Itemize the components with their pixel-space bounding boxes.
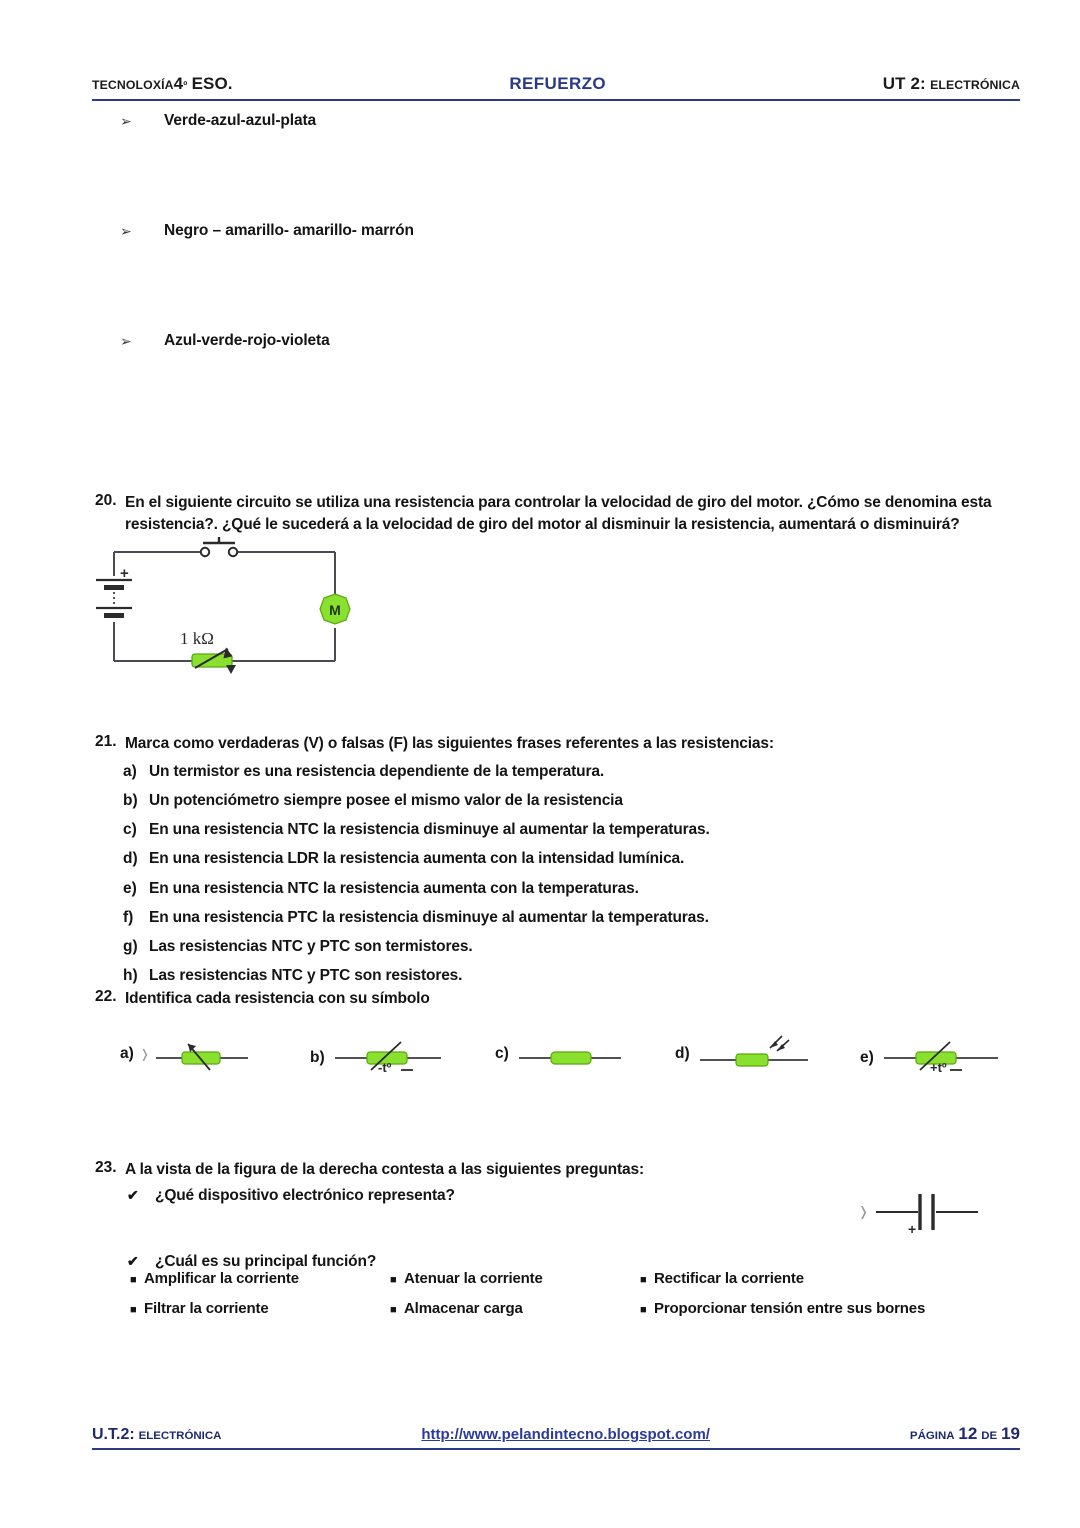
header-title: REFUERZO	[509, 74, 607, 93]
item-letter: b)	[123, 792, 138, 810]
item-text: Las resistencias NTC y PTC son termistores.	[149, 937, 473, 955]
item-text: Las resistencias NTC y PTC son resistores.	[149, 966, 463, 984]
option-label: Almacenar carga	[404, 1300, 523, 1317]
item-text: Un potenciómetro siempre posee el mismo valor de la resistencia	[149, 792, 623, 810]
question-22-number: 22.	[95, 988, 117, 1005]
battery-polarity-label: +	[120, 565, 129, 582]
symbol-option-c	[495, 1032, 625, 1076]
motor-speed-circuit-diagram	[92, 536, 392, 681]
item-letter: h)	[123, 966, 138, 984]
footer-unit-prefix: U.T.2:	[92, 1426, 135, 1443]
list-item	[123, 815, 995, 844]
option-label: Filtrar la corriente	[144, 1300, 269, 1317]
symbol-option-b	[310, 1032, 446, 1084]
symbol-letter: b)	[310, 1049, 325, 1066]
variable-resistor-symbol	[192, 647, 236, 674]
footer-page-of: DE	[981, 1430, 998, 1442]
square-bullet-icon: ■	[640, 1304, 647, 1316]
option-item[interactable]	[130, 1270, 390, 1287]
question-22-text: Identifica cada resistencia con su símbolo	[125, 990, 430, 1007]
circuit-svg	[92, 536, 392, 676]
option-label: Atenuar la corriente	[404, 1270, 543, 1287]
option-item[interactable]	[130, 1300, 390, 1317]
item-text: ¿Qué dispositivo electrónico representa?	[155, 1187, 455, 1204]
question-21	[95, 733, 995, 990]
resistor-value-label: 1 kΩ	[180, 629, 214, 648]
question-20-text: En el siguiente circuito se utiliza una resistencia para controlar la velocidad de giro del motor. ¿Cómo se denomina esta resistencia?. ¿Qué le sucederá a la velocidad de giro del motor al disminuir la resistencia, aumentará o disminuirá?	[125, 494, 992, 533]
footer-unit-topic: ELECTRÓNICA	[138, 1430, 222, 1442]
list-item-label: Negro – amarillo- amarillo- marrón	[164, 222, 414, 239]
option-item[interactable]	[640, 1270, 1010, 1287]
list-item	[123, 874, 995, 903]
item-text: Un termistor es una resistencia dependiente de la temperatura.	[149, 763, 604, 780]
footer-page-total: 19	[1001, 1424, 1020, 1443]
option-label: Rectificar la corriente	[654, 1270, 804, 1287]
list-item	[120, 332, 820, 442]
fixed-resistor-symbol	[515, 1032, 625, 1076]
list-item	[127, 1253, 995, 1271]
motor-symbol	[320, 594, 350, 624]
arrow-bullet-icon: ➢	[120, 333, 132, 349]
footer-url-text: http://www.pelandintecno.blogspot.com/	[421, 1426, 710, 1443]
item-letter: d)	[123, 850, 138, 868]
option-item[interactable]	[390, 1300, 640, 1317]
question-23-number: 23.	[95, 1159, 117, 1176]
header-grade-ordinal: º	[183, 80, 188, 92]
page-footer	[92, 1424, 1020, 1450]
ldr-symbol	[696, 1032, 811, 1076]
footer-url-link[interactable]	[421, 1426, 710, 1443]
square-bullet-icon: ■	[130, 1274, 137, 1286]
footer-page-indicator	[910, 1424, 1020, 1444]
function-options-grid	[130, 1270, 1010, 1317]
header-left	[92, 74, 233, 94]
capacitor-polarity-label: +	[908, 1221, 917, 1237]
list-item	[123, 961, 995, 990]
battery-symbol	[96, 580, 132, 618]
list-item	[123, 932, 995, 961]
list-item	[123, 757, 995, 786]
list-item	[123, 786, 995, 815]
variable-resistor-symbol-a	[152, 1032, 252, 1076]
item-text: En una resistencia LDR la resistencia aumenta con la intensidad lumínica.	[149, 850, 685, 868]
list-item	[120, 222, 820, 332]
small-arrow-icon: ❭	[139, 1047, 150, 1061]
option-item[interactable]	[640, 1300, 1010, 1317]
symbol-option-d	[675, 1032, 811, 1076]
question-20	[95, 492, 1025, 536]
header-unit: UT 2:	[882, 74, 926, 93]
header-subject: TECNOLOXÍA	[92, 78, 174, 92]
square-bullet-icon: ■	[390, 1304, 397, 1316]
item-text: En una resistencia NTC la resistencia disminuye al aumentar la temperaturas.	[149, 821, 710, 839]
item-text: En una resistencia PTC la resistencia disminuye al aumentar la temperaturas.	[149, 908, 709, 926]
list-item-label: Azul-verde-rojo-violeta	[164, 332, 330, 349]
header-level: ESO.	[191, 74, 233, 93]
question-21-number: 21.	[95, 733, 117, 750]
symbol-sublabel-ptc: +tº	[930, 1060, 947, 1075]
symbol-letter: d)	[675, 1045, 690, 1062]
check-bullet-icon: ✔	[127, 1187, 139, 1203]
item-letter: g)	[123, 937, 138, 955]
square-bullet-icon: ■	[130, 1304, 137, 1316]
header-grade: 4	[173, 74, 184, 93]
question-23-text: A la vista de la figura de la derecha contesta a las siguientes preguntas:	[125, 1161, 644, 1178]
option-item[interactable]	[390, 1270, 640, 1287]
symbol-sublabel-ntc: -tº	[378, 1060, 392, 1075]
header-unit-topic: ELECTRÓNICA	[930, 78, 1020, 92]
list-item	[123, 844, 995, 873]
capacitor-svg	[852, 1186, 992, 1242]
list-item	[120, 112, 820, 222]
option-label: Amplificar la corriente	[144, 1270, 299, 1287]
item-text: ¿Cuál es su principal función?	[155, 1253, 377, 1270]
small-arrow-icon: ❭	[858, 1204, 869, 1219]
symbol-letter: a)	[120, 1045, 134, 1062]
arrow-bullet-icon: ➢	[120, 113, 132, 129]
question-22	[95, 988, 995, 1010]
symbol-letter: c)	[495, 1045, 509, 1062]
item-letter: a)	[123, 763, 137, 780]
ntc-thermistor-symbol	[331, 1032, 446, 1084]
list-item-label: Verde-azul-azul-plata	[164, 112, 317, 129]
option-label: Proporcionar tensión entre sus bornes	[654, 1300, 926, 1317]
item-letter: f)	[123, 908, 134, 926]
check-bullet-icon: ✔	[127, 1253, 139, 1269]
square-bullet-icon: ■	[640, 1274, 647, 1286]
item-letter: e)	[123, 879, 137, 897]
footer-page-number: 12	[958, 1424, 978, 1443]
symbol-letter: e)	[860, 1049, 874, 1066]
capacitor-figure	[852, 1186, 992, 1247]
footer-unit	[92, 1426, 221, 1444]
page-header	[92, 74, 1020, 101]
question-21-text: Marca como verdaderas (V) o falsas (F) las siguientes frases referentes a las resistencias:	[125, 735, 774, 752]
resistor-color-code-list	[120, 112, 820, 442]
list-item	[123, 903, 995, 932]
symbol-option-a	[120, 1032, 252, 1076]
question-20-number: 20.	[95, 492, 117, 509]
symbol-option-e	[860, 1032, 1005, 1084]
arrow-bullet-icon: ➢	[120, 223, 132, 239]
header-right	[883, 74, 1020, 94]
item-text: En una resistencia NTC la resistencia aumenta con la temperaturas.	[149, 879, 639, 897]
resistor-symbols-row	[100, 1022, 1020, 1097]
item-letter: c)	[123, 821, 137, 839]
motor-label: M	[329, 602, 341, 618]
square-bullet-icon: ■	[390, 1274, 397, 1286]
pushbutton-switch-symbol	[201, 537, 237, 556]
question-21-statements	[95, 757, 995, 990]
footer-page-word: PÁGINA	[909, 1430, 955, 1442]
ptc-thermistor-symbol	[880, 1032, 1005, 1084]
